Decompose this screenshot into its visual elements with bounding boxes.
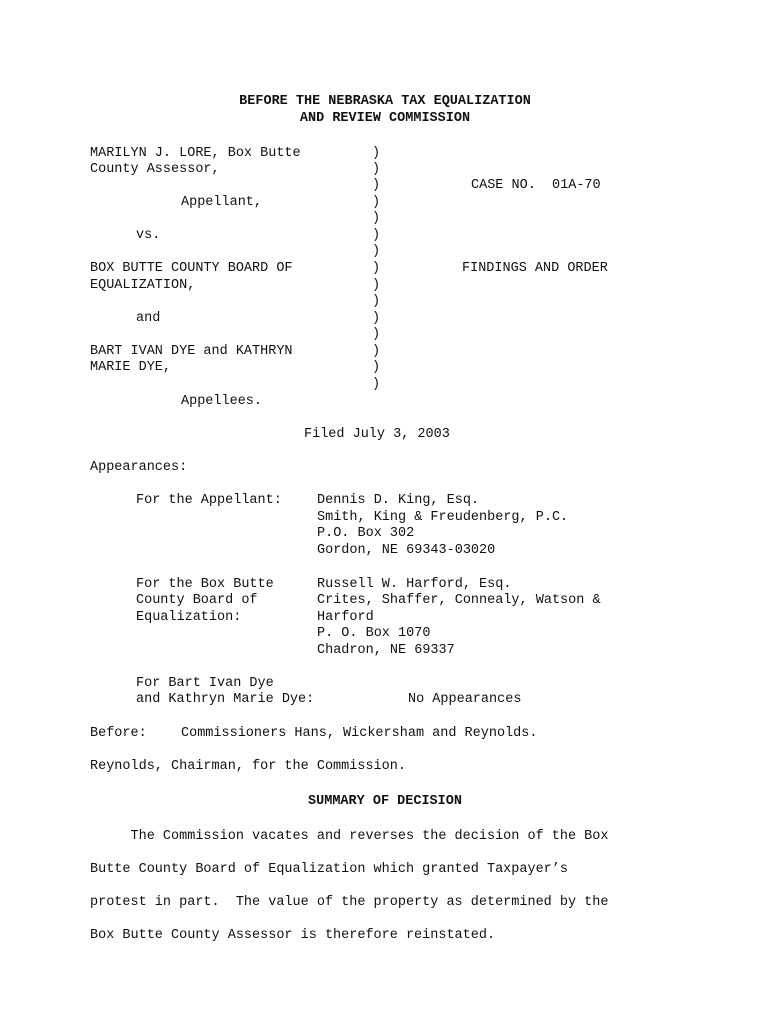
and-label: and xyxy=(136,311,161,326)
summary-paragraph-line: protest in part. The value of the property as determined by the xyxy=(90,895,609,910)
appellant-counsel-label: For the Appellant: xyxy=(136,493,282,508)
caption-paren: ) xyxy=(372,344,381,359)
dye-appearance-value: No Appearances xyxy=(408,692,522,707)
summary-paragraph-line: Butte County Board of Equalization which granted Taxpayer’s xyxy=(90,862,568,877)
dye-appearance-label: For Bart Ivan Dye xyxy=(136,676,274,691)
caption-paren: ) xyxy=(372,261,381,276)
appellee1-name-line2: EQUALIZATION, xyxy=(90,278,196,293)
appellee2-name-line1: BART IVAN DYE and KATHRYN xyxy=(90,344,293,359)
versus-label: vs. xyxy=(136,228,161,243)
header-title-line1: BEFORE THE NEBRASKA TAX EQUALIZATION xyxy=(239,94,531,109)
caption-paren: ) xyxy=(372,244,381,259)
board-counsel-line: Crites, Shaffer, Connealy, Watson & xyxy=(317,593,601,608)
caption-paren: ) xyxy=(372,146,381,161)
before-commissioners: Commissioners Hans, Wickersham and Reynolds. xyxy=(181,726,538,741)
caption-paren: ) xyxy=(372,211,381,226)
summary-paragraph-line: Box Butte County Assessor is therefore reinstated. xyxy=(90,928,496,943)
caption-paren: ) xyxy=(372,327,381,342)
caption-paren: ) xyxy=(372,178,381,193)
appellee2-name-line2: MARIE DYE, xyxy=(90,360,172,375)
appellant-name-line1: MARILYN J. LORE, Box Butte xyxy=(90,146,301,161)
appellant-role: Appellant, xyxy=(181,195,263,210)
filed-date: Filed July 3, 2003 xyxy=(304,427,450,442)
case-number: CASE NO. 01A-70 xyxy=(471,178,601,193)
caption-paren: ) xyxy=(372,360,381,375)
appearances-heading: Appearances: xyxy=(90,460,188,475)
appellant-counsel-line: Dennis D. King, Esq. xyxy=(317,493,480,508)
appellant-counsel-line: P.O. Box 302 xyxy=(317,526,415,541)
author-line: Reynolds, Chairman, for the Commission. xyxy=(90,759,406,774)
caption-paren: ) xyxy=(372,377,381,392)
board-counsel-label: Equalization: xyxy=(136,610,242,625)
appellant-counsel-line: Gordon, NE 69343-03020 xyxy=(317,543,496,558)
appellee1-name-line1: BOX BUTTE COUNTY BOARD OF xyxy=(90,261,293,276)
board-counsel-line: Chadron, NE 69337 xyxy=(317,643,455,658)
summary-paragraph-line: The Commission vacates and reverses the decision of the Box xyxy=(90,829,609,844)
dye-appearance-label: and Kathryn Marie Dye: xyxy=(136,692,315,707)
caption-paren: ) xyxy=(372,228,381,243)
board-counsel-line: P. O. Box 1070 xyxy=(317,626,431,641)
appellant-counsel-line: Smith, King & Freudenberg, P.C. xyxy=(317,510,569,525)
before-label: Before: xyxy=(90,726,147,741)
header-title-line2: AND REVIEW COMMISSION xyxy=(299,111,471,126)
caption-paren: ) xyxy=(372,195,381,210)
summary-heading: SUMMARY OF DECISION xyxy=(308,794,462,809)
board-counsel-line: Russell W. Harford, Esq. xyxy=(317,577,512,592)
appellant-name-line2: County Assessor, xyxy=(90,162,220,177)
appellee-role: Appellees. xyxy=(181,394,263,409)
caption-paren: ) xyxy=(372,294,381,309)
board-counsel-line: Harford xyxy=(317,610,374,625)
caption-paren: ) xyxy=(372,311,381,326)
board-counsel-label: County Board of xyxy=(136,593,258,608)
board-counsel-label: For the Box Butte xyxy=(136,577,274,592)
caption-paren: ) xyxy=(372,278,381,293)
document-type: FINDINGS AND ORDER xyxy=(462,261,608,276)
caption-paren: ) xyxy=(372,162,381,177)
